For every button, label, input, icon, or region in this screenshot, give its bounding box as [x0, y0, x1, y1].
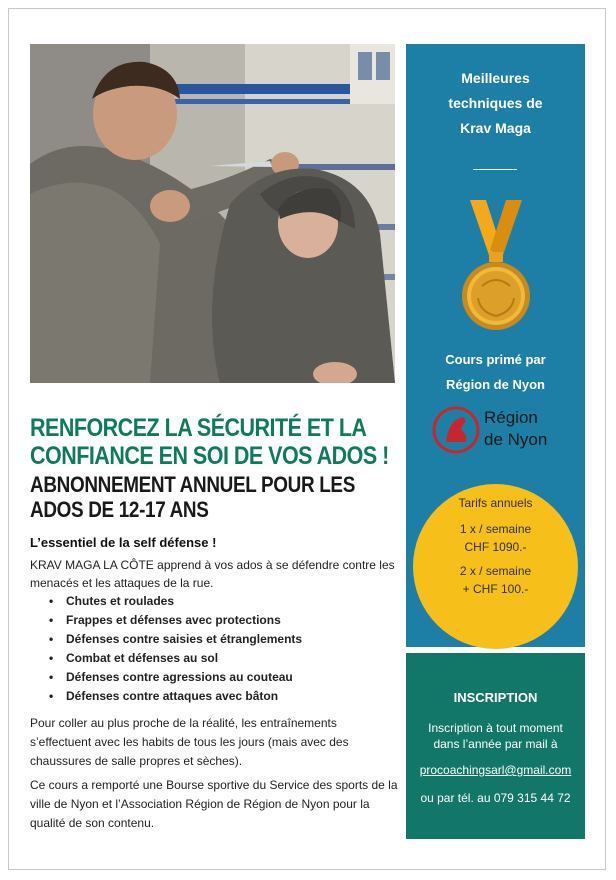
- list-item: • Défenses contre attaques avec bâton: [66, 687, 431, 706]
- panel-title-line: Krav Maga: [460, 120, 531, 136]
- list-item: • Défenses contre agressions au couteau: [66, 668, 431, 687]
- headline: RENFORCEZ LA SÉCURITÉ ET LA CONFIANCE EN SOI DE VOS ADOS !: [30, 414, 389, 470]
- list-item: • Défenses contre saisies et étranglements: [66, 630, 431, 649]
- technique-list: [30, 592, 431, 706]
- pricing-line: + CHF 100.-: [462, 582, 529, 596]
- hero-photo: [30, 44, 395, 383]
- logo-emblem-icon: [432, 406, 480, 454]
- photo-illustration: [30, 44, 395, 383]
- pricing-badge: [413, 484, 578, 649]
- pricing-title: Tarifs annuels: [458, 496, 533, 510]
- panel-title-line: techniques de: [448, 95, 543, 111]
- gold-medal-icon: [462, 200, 530, 337]
- pricing-option-2: [413, 562, 578, 598]
- logo-line: Région: [484, 408, 538, 427]
- intro-paragraph: KRAV MAGA LA CÔTE apprend à vos ados à se défendre contre les menacés et les attaques de la rue.: [30, 558, 395, 590]
- award-line: Cours primé par: [445, 352, 546, 367]
- email-link[interactable]: procoachingsarl@gmail.com: [419, 763, 572, 777]
- pricing-line: 1 x / semaine: [459, 522, 532, 536]
- inscription-body: Inscription à tout moment dans l’année par mail à: [428, 721, 563, 751]
- award-line: Région de Nyon: [446, 377, 545, 392]
- list-item: • Frappes et défenses avec protections: [66, 611, 431, 630]
- phone-text: ou par tél. au 079 315 44 72: [420, 791, 571, 805]
- clothing-paragraph: Pour coller au plus proche de la réalité, les entraînements s’effectuent avec les habits de tous les jours (mais avec des chaussures de salle propres et sèches).: [30, 716, 349, 768]
- logo-line: de Nyon: [484, 430, 548, 449]
- panel-title: [406, 66, 585, 141]
- pricing-line: 2 x / semaine: [459, 564, 532, 578]
- award-text: [406, 347, 585, 397]
- award-paragraph: Ce cours a remporté une Bourse sportive du Service des sports de la ville de Nyon et l’Association Région de Région de Nyon pour la qualité de son contenu.: [30, 778, 398, 830]
- divider: [473, 169, 517, 170]
- panel-title-line: Meilleures: [461, 70, 530, 86]
- pricing-line: CHF 1090.-: [464, 540, 527, 554]
- inscription-panel: [406, 653, 585, 839]
- pricing-option-1: [413, 520, 578, 556]
- logo-text: [484, 407, 547, 451]
- subheadline: ABNONNEMENT ANNUEL POUR LES ADOS DE 12-17 ANS: [30, 472, 355, 522]
- section-title: L’essentiel de la self défense !: [30, 535, 217, 550]
- region-de-nyon-logo: [432, 405, 560, 455]
- inscription-title: INSCRIPTION: [453, 690, 538, 705]
- list-item: • Chutes et roulades: [66, 592, 431, 611]
- list-item: • Combat et défenses au sol: [66, 649, 431, 668]
